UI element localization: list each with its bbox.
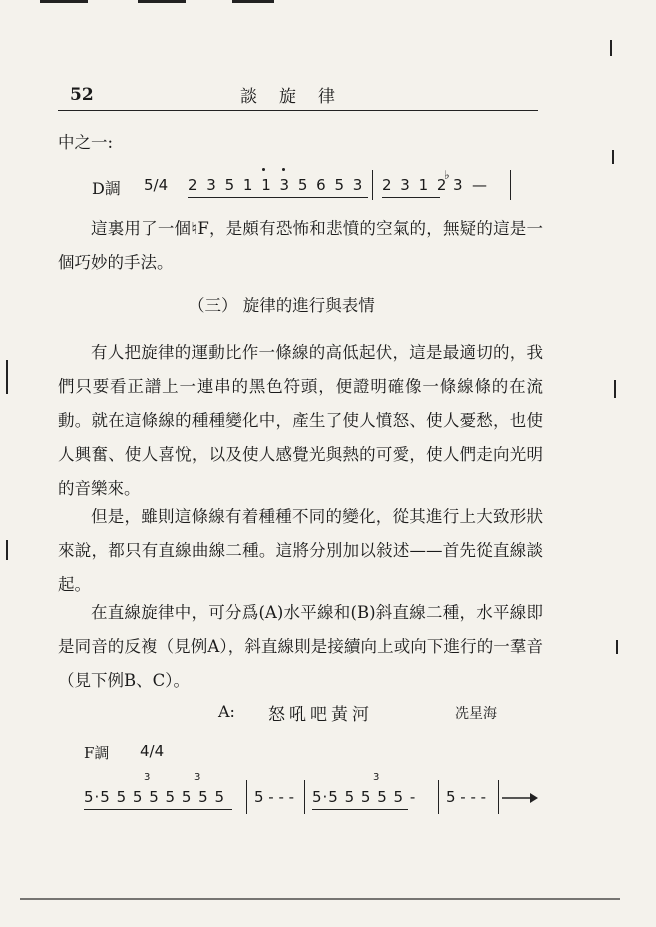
beam-line xyxy=(382,197,440,198)
barline xyxy=(498,780,499,814)
triplet-number: 3 xyxy=(194,772,201,783)
measure-a1: 5·5 5 5 5 5 5 5 5 xyxy=(84,788,226,806)
header-rule xyxy=(58,110,538,111)
measure-a4: 5 - - - xyxy=(446,788,487,806)
flat-sign: ♭ xyxy=(444,168,450,182)
triplet-number: 3 xyxy=(373,772,380,783)
continuation-arrow-icon xyxy=(502,792,538,804)
barline xyxy=(438,780,439,814)
triplet-number: 3 xyxy=(144,772,151,783)
paragraph-1: 這裏用了一個♮F，是頗有恐怖和悲憤的空氣的，無疑的這是一個巧妙的手法。 xyxy=(58,219,543,272)
paragraph-2: 有人把旋律的運動比作一條線的高低起伏，這是最適切的，我們只要看正譜上一連串的黑色符頭，便證明確像一條線條的在流動。就在這條線的種種變化中，產生了使人憤怒、使人憂愁，也使人興奮、使人喜悅，以及使人感覺光與熱的可愛，使人們走向光明的音樂來。 xyxy=(58,343,543,498)
measure-a3: 5·5 5 5 5 5 - xyxy=(312,788,417,806)
example-a-title: 怒吼吧黃河 xyxy=(268,705,373,725)
page-number: 52 xyxy=(70,85,94,105)
scan-mark-left xyxy=(6,360,8,394)
paragraph-3: 但是，雖則這條線有着種種不同的變化，從其進行上大致形狀來說，都只有直線曲線二種。這將分別加以敍述——首先從直線談起。 xyxy=(58,507,543,594)
measure-a2: 5 - - - xyxy=(254,788,295,806)
key-label: D調 xyxy=(92,179,121,198)
section-heading: （三） 旋律的進行與表情 xyxy=(188,296,375,315)
intro-line: 中之一: xyxy=(58,133,114,152)
scan-mark-right xyxy=(612,150,614,164)
scan-edge-bottom xyxy=(20,898,620,900)
high-octave-dot xyxy=(282,168,285,171)
barline xyxy=(304,780,305,814)
beam-line xyxy=(312,809,408,810)
music-example-1 xyxy=(92,166,532,206)
scan-mark-top xyxy=(138,0,186,3)
high-octave-dot xyxy=(262,168,265,171)
flat-note: 3 xyxy=(453,176,463,194)
dash: — xyxy=(472,176,487,194)
measure-1: 2 3 5 1 1 3 5 6 5 3 xyxy=(188,176,364,194)
paragraph-4: 在直線旋律中，可分爲(A)水平線和(B)斜直線二種，水平線即是同音的反複（見例A），斜直線則是接續向上或向下進行的一羣音（見下例B、C）。 xyxy=(58,603,543,690)
barline xyxy=(246,780,247,814)
scan-mark-top xyxy=(40,0,88,3)
beam-line xyxy=(84,809,232,810)
scan-mark-top xyxy=(232,0,274,3)
scan-mark-right xyxy=(616,640,618,654)
scan-mark-left xyxy=(6,540,8,560)
example-a-label: A: xyxy=(218,702,235,721)
scan-mark-right xyxy=(614,380,616,398)
time-signature: 5/4 xyxy=(144,176,169,194)
example-a-key: F調 xyxy=(84,744,110,762)
music-example-a xyxy=(84,772,554,822)
measure-2: 2 3 1 2 xyxy=(382,176,448,194)
running-title: 談旋律 xyxy=(240,87,357,107)
beam-line xyxy=(188,197,368,198)
barline xyxy=(372,170,373,200)
example-a-time: 4/4 xyxy=(140,742,165,760)
example-a-composer: 冼星海 xyxy=(455,706,497,722)
scan-mark-right xyxy=(610,40,612,56)
final-barline xyxy=(510,170,511,200)
